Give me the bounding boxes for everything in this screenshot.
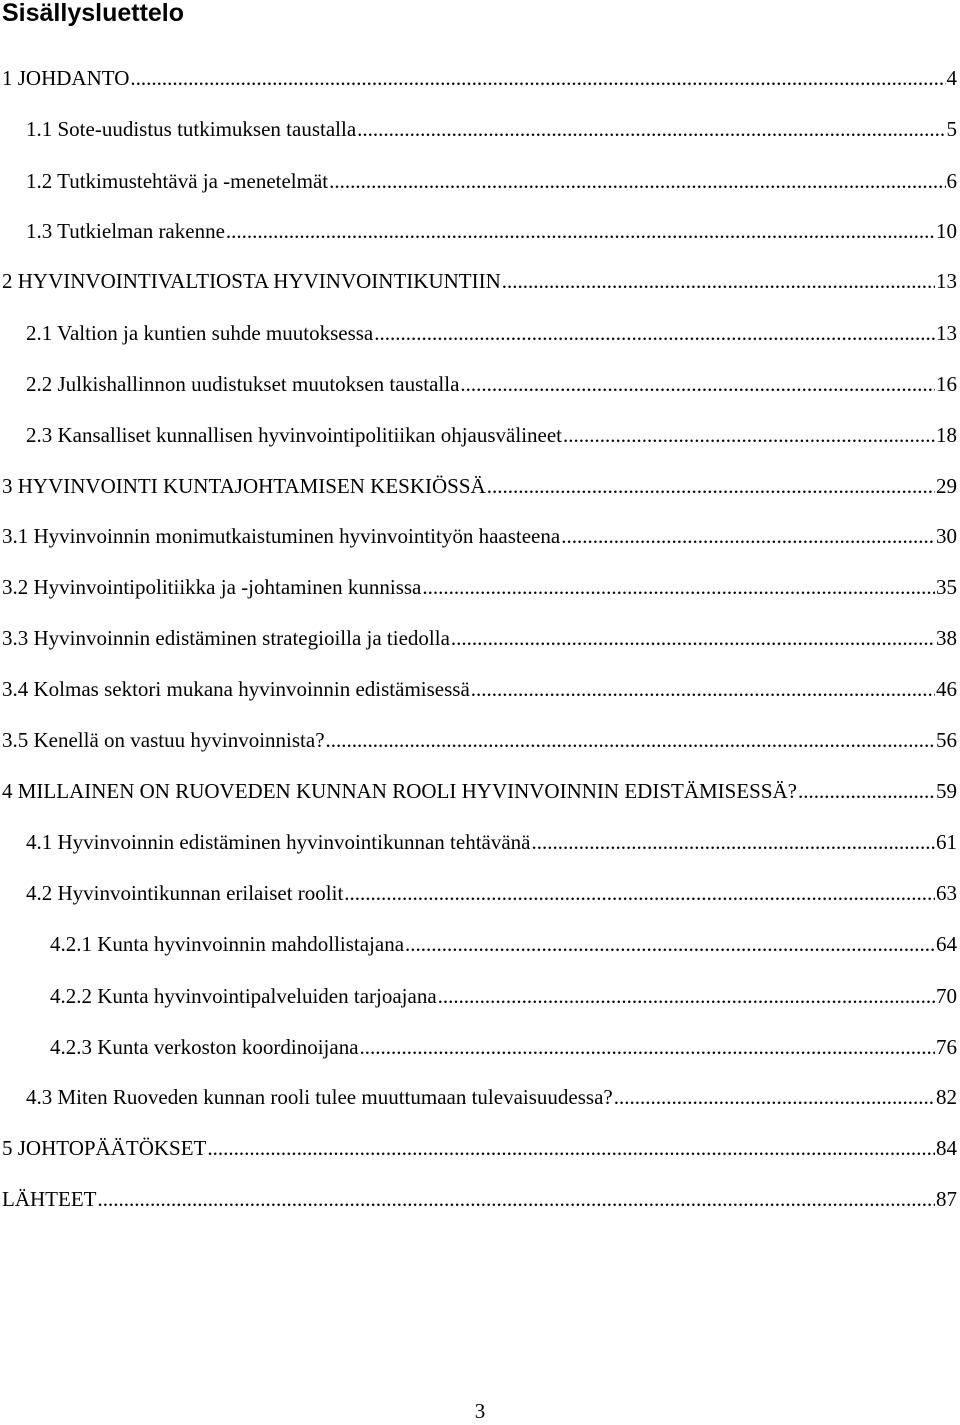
toc-entry-page: 63 [936,881,957,905]
toc-dot-leader [532,827,935,857]
toc-dot-leader [438,981,935,1011]
toc-entry-page: 64 [936,932,957,956]
toc-entry[interactable] [26,827,957,857]
toc-entry-label: 3.3 Hyvinvoinnin edistäminen strategioilla ja tiedolla [2,626,450,650]
toc-entry-page: 56 [936,728,957,752]
toc-entry-label: 3.1 Hyvinvoinnin monimutkaistuminen hyvinvointityön haasteena [2,524,561,548]
toc-entry[interactable] [50,981,957,1011]
toc-entry-page: 87 [936,1187,957,1211]
toc-entry[interactable] [2,623,957,653]
toc-entry-page: 16 [936,372,957,396]
toc-entry-label: 1 JOHDANTO [2,66,130,90]
toc-entry[interactable] [2,266,957,296]
toc-entry[interactable] [2,674,957,704]
toc-entry-page: 70 [936,984,957,1008]
toc-entry-label: 4.3 Miten Ruoveden kunnan rooli tulee muuttumaan tulevaisuudessa? [26,1085,613,1109]
toc-entry[interactable] [26,318,957,348]
toc-dot-leader [226,216,935,246]
toc-entry[interactable] [2,725,957,755]
toc-entry-label: 2.1 Valtion ja kuntien suhde muutoksessa [26,321,374,345]
toc-entry-page: 38 [936,626,957,650]
toc-dot-leader [563,420,935,450]
toc-dot-leader [374,318,935,348]
toc-dot-leader [97,1184,935,1214]
toc-entry[interactable] [26,369,957,399]
toc-dot-leader [360,1032,935,1062]
toc-entry[interactable] [26,1082,957,1112]
toc-entry-page: 61 [936,830,957,854]
toc-entry-label: 2.3 Kansalliset kunnallisen hyvinvointipolitiikan ohjausvälineet [26,423,563,447]
toc-entry[interactable] [50,929,957,959]
toc-dot-leader [502,266,935,296]
toc-entry-label: 5 JOHTOPÄÄTÖKSET [2,1136,207,1160]
toc-entry-label: 4.2.2 Kunta hyvinvointipalveluiden tarjoajana [50,984,437,1008]
toc-entry-page: 4 [946,66,957,90]
toc-entry-label: 1.1 Sote-uudistus tutkimuksen taustalla [26,117,357,141]
toc-entry-label: 2 HYVINVOINTIVALTIOSTA HYVINVOINTIKUNTIIN [2,269,501,293]
toc-entry-label: 4.2 Hyvinvointikunnan erilaiset roolit [26,881,344,905]
toc-entry-label: 4.2.1 Kunta hyvinvoinnin mahdollistajana [50,932,405,956]
toc-entry-page: 30 [936,524,957,548]
toc-entry-page: 46 [936,677,957,701]
toc-entry-label: 1.3 Tutkielman rakenne [26,219,225,243]
toc-entry[interactable] [26,114,957,144]
toc-dot-leader [614,1082,935,1112]
toc-dot-leader [471,674,935,704]
toc-entry-label: 3.4 Kolmas sektori mukana hyvinvoinnin edistämisessä [2,677,470,701]
toc-entry-page: 18 [936,423,957,447]
toc-entry[interactable] [2,1184,957,1214]
toc-entry-label: 4 MILLAINEN ON RUOVEDEN KUNNAN ROOLI HYVINVOINNIN EDISTÄMISESSÄ? [2,779,798,803]
toc-entry[interactable] [26,420,957,450]
toc-entry-page: 82 [936,1085,957,1109]
toc-dot-leader [329,166,945,196]
toc-entry-label: 3.2 Hyvinvointipolitiikka ja -johtaminen kunnissa [2,575,422,599]
toc-entry-page: 84 [936,1136,957,1160]
toc-entry-page: 10 [936,219,957,243]
toc-entry-page: 6 [946,169,957,193]
toc-entry-label: 3 HYVINVOINTI KUNTAJOHTAMISEN KESKIÖSSÄ [2,474,486,498]
toc-entry-page: 35 [936,575,957,599]
toc-entry-label: 4.2.3 Kunta verkoston koordinoijana [50,1035,359,1059]
toc-entry-label: 3.5 Kenellä on vastuu hyvinvoinnista? [2,728,325,752]
toc-dot-leader [798,776,935,806]
toc-entry[interactable] [26,878,957,908]
toc-entry-label: 1.2 Tutkimustehtävä ja -menetelmät [26,169,329,193]
toc-dot-leader [422,572,935,602]
toc-entry[interactable] [26,216,957,246]
toc-entry[interactable] [2,776,957,806]
toc-entry-page: 29 [936,474,957,498]
toc-dot-leader [405,929,935,959]
toc-dot-leader [344,878,935,908]
toc-entry-page: 59 [936,779,957,803]
page-title: Sisällysluettelo [2,0,185,27]
toc-entry[interactable] [2,521,957,551]
toc-dot-leader [561,521,935,551]
toc-dot-leader [451,623,935,653]
toc-entry-page: 76 [936,1035,957,1059]
toc-entry-page: 13 [936,269,957,293]
toc-entry[interactable] [2,63,957,93]
toc-dot-leader [326,725,935,755]
toc-dot-leader [460,369,935,399]
toc-entry-page: 5 [946,117,957,141]
toc-entry[interactable] [2,572,957,602]
toc-entry-label: 4.1 Hyvinvoinnin edistäminen hyvinvointikunnan tehtävänä [26,830,531,854]
toc-entry[interactable] [50,1032,957,1062]
toc-dot-leader [357,114,945,144]
toc-entry[interactable] [26,166,957,196]
toc-entry-label: 2.2 Julkishallinnon uudistukset muutoksen taustalla [26,372,460,396]
toc-entry[interactable] [2,1133,957,1163]
toc-entry-page: 13 [936,321,957,345]
toc-entry[interactable] [2,471,957,501]
toc-dot-leader [207,1133,935,1163]
page-number: 3 [474,1399,486,1423]
toc-dot-leader [487,471,935,501]
toc-dot-leader [130,63,945,93]
toc-entry-label: LÄHTEET [2,1187,97,1211]
